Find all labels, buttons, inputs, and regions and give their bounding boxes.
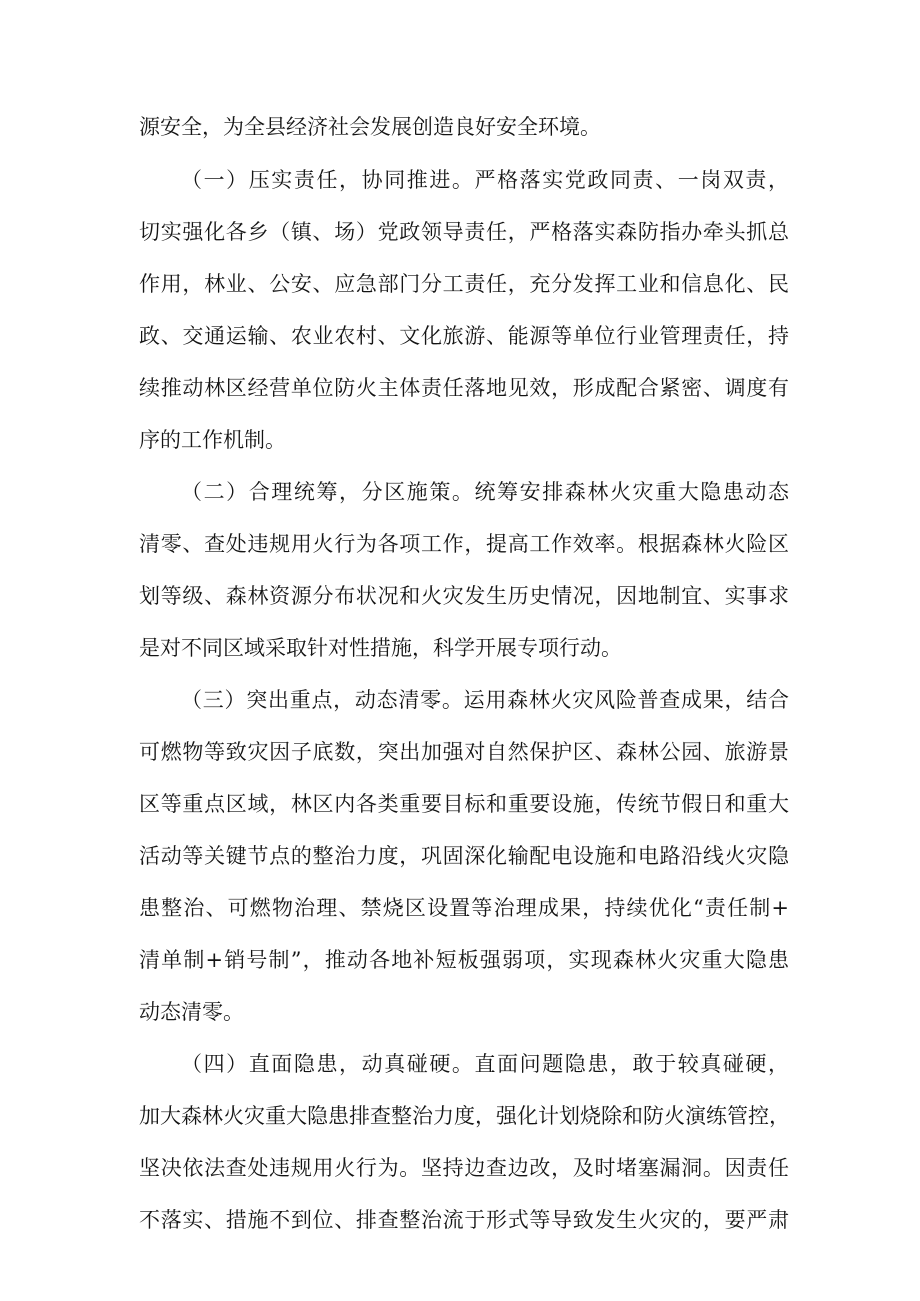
text-line: 划等级、森林资源分布状况和火灾发生历史情况，因地制宜、实事求 xyxy=(139,584,789,608)
text-line: 续推动林区经营单位防火主体责任落地见效，形成配合紧密、调度有 xyxy=(139,376,789,400)
text-line: 清零、查处违规用火行为各项工作，提高工作效率。根据森林火险区 xyxy=(139,532,789,556)
paragraph-4-heading-line: （四）直面隐患，动真碰硬。直面问题隐患，敢于较真碰硬， xyxy=(181,1052,789,1076)
paragraph-1-heading-line: （一）压实责任，协同推进。严格落实党政同责、一岗双责， xyxy=(181,168,789,192)
text-line: 可燃物等致灾因子底数，突出加强对自然保护区、森林公园、旅游景 xyxy=(139,740,789,764)
text-line: 序的工作机制。 xyxy=(139,428,286,452)
text-line: 加大森林火灾重大隐患排查整治力度，强化计划烧除和防火演练管控， xyxy=(139,1104,790,1128)
text-line: 动态清零。 xyxy=(139,1000,244,1024)
text-line: 不落实、措施不到位、排查整治流于形式等导致发生火灾的，要严肃 xyxy=(139,1208,789,1232)
text-line: 清单制+销号制”，推动各地补短板强弱项，实现森林火灾重大隐患 xyxy=(139,948,789,972)
text-line: 区等重点区域，林区内各类重要目标和重要设施，传统节假日和重大 xyxy=(139,792,789,816)
text-line: 政、交通运输、农业农村、文化旅游、能源等单位行业管理责任，持 xyxy=(139,324,789,348)
text-line: 作用，林业、公安、应急部门分工责任，充分发挥工业和信息化、民 xyxy=(139,272,789,296)
text-line: 活动等关键节点的整治力度，巩固深化输配电设施和电路沿线火灾隐 xyxy=(139,844,789,868)
text-line: 患整治、可燃物治理、禁烧区设置等治理成果，持续优化“责任制+ xyxy=(139,896,789,920)
text-line: 源安全，为全县经济社会发展创造良好安全环境。 xyxy=(139,115,601,139)
text-line: 坚决依法查处违规用火行为。坚持边查边改，及时堵塞漏洞。因责任 xyxy=(139,1156,789,1180)
paragraph-2-heading-line: （二）合理统筹，分区施策。统筹安排森林火灾重大隐患动态 xyxy=(181,480,789,504)
text-line: 是对不同区域采取针对性措施，科学开展专项行动。 xyxy=(139,636,622,660)
text-line: 切实强化各乡（镇、场）党政领导责任，严格落实森防指办牵头抓总 xyxy=(139,220,789,244)
paragraph-3-heading-line: （三）突出重点，动态清零。运用森林火灾风险普查成果，结合 xyxy=(181,688,789,712)
